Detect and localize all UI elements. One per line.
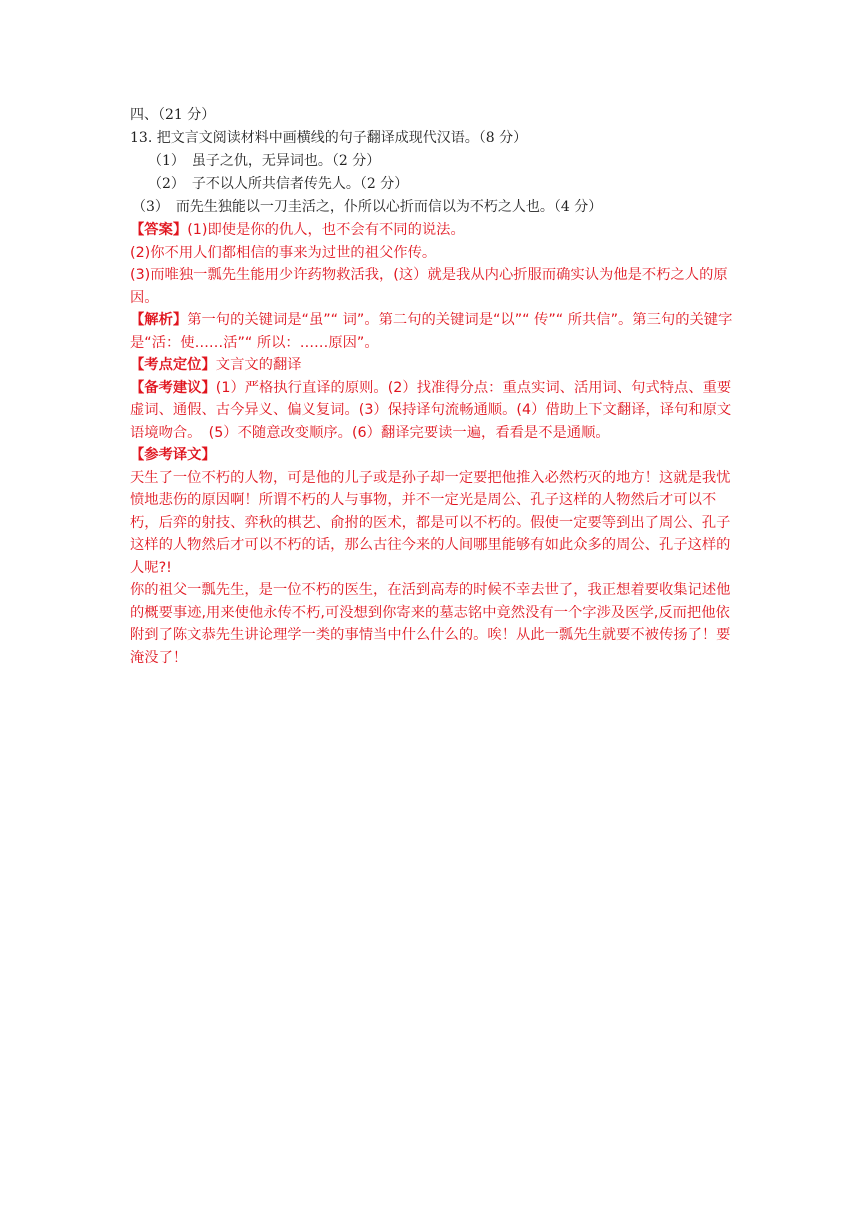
analysis-tag: 【解析】: [130, 312, 188, 328]
analysis-paragraph: 【解析】第一句的关键词是“虽”“ 词”。第二句的关键词是“以”“ 传”“ 所共信”。第三句的关键字是“活：使……活”“ 所以：……原因”。: [130, 312, 733, 351]
answer-line-1: 【答案】(1)即使是你的仇人，也不会有不同的说法。: [130, 222, 465, 238]
advice-tag: 【备考建议】: [130, 379, 216, 396]
reference-paragraph-2: 你的祖父一瓢先生，是一位不朽的医生，在活到高寿的时候不幸去世了，我正想着要收集记述他的概要事迹,用来使他永传不朽,可没想到你寄来的墓志铭中竟然没有一个字涉及医学,反而把他依附到了陈文恭先生讲论理学一类的事情当中什么什么的。唉！从此一瓢先生就要不被传扬了！要淹没了！: [130, 582, 731, 666]
answer-section: [130, 219, 740, 669]
question-item-1: （1） 虽子之仇，无异词也。（2 分）: [148, 153, 381, 169]
topic-paragraph: 【考点定位】文言文的翻译: [130, 357, 302, 373]
advice-paragraph: 【备考建议】(1）严格执行直译的原则。(2）找准得分点：重点实词、活用词、句式特点、重要虚词、通假、古今异义、偏义复词。(3）保持译句流畅通顺。(4）借助上下文翻译，译句和原文语境吻合。 (5）不随意改变顺序。(6）翻译完要读一遍，看看是不是通顺。: [130, 379, 732, 441]
question-title: 13. 把文言文阅读材料中画横线的句子翻译成现代汉语。（8 分）: [130, 130, 528, 146]
exam-content: [130, 104, 740, 669]
answer-tag: 【答案】: [130, 222, 188, 238]
reference-tag: 【参考译文】: [130, 447, 216, 463]
section-heading: 四、（21 分）: [130, 107, 216, 123]
answer-line-3: (3)而唯独一瓢先生能用少许药物救活我，(这）就是我从内心折服而确实认为他是不朽之人的原因。: [130, 267, 728, 306]
question-item-2: （2） 子不以人所共信者传先人。（2 分）: [148, 176, 409, 192]
answer-line-2: (2)你不用人们都相信的事来为过世的祖父作传。: [130, 244, 437, 261]
question-item-3: （3） 而先生独能以一刀圭活之，仆所以心折而信以为不朽之人也。（4 分）: [132, 199, 603, 215]
topic-tag: 【考点定位】: [130, 357, 216, 373]
reference-paragraph-1: 天生了一位不朽的人物，可是他的儿子或是孙子却一定要把他推入必然朽灭的地方！这就是我忧愤地悲伤的原因啊！所谓不朽的人与事物，并不一定光是周公、孔子这样的人物然后才可以不朽，后弈的射技、弈秋的棋艺、俞拊的医术，都是可以不朽的。假使一定要等到出了周公、孔子这样的人物然后才可以不朽的话，那么古往今来的人间哪里能够有如此众多的周公、孔子这样的人呢?!: [130, 469, 731, 576]
